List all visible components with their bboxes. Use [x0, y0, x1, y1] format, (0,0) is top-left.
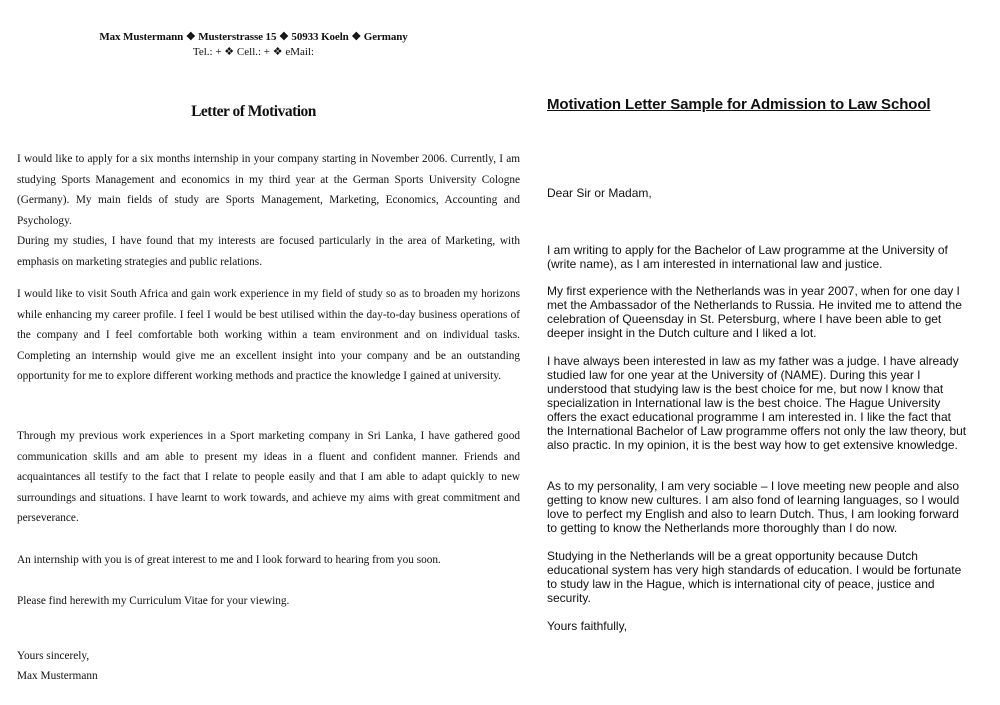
left-paragraph-1 — [17, 149, 520, 273]
right-paragraph-5: Studying in the Netherlands will be a great opportunity because Dutch educational system has very high standards of education. I would be fortunate to study law in the Hague, which is international city of peace, justice and security. — [547, 549, 962, 605]
right-closing: Yours faithfully, — [547, 619, 628, 633]
right-letter-title: Motivation Letter Sample for Admission to Law School — [547, 96, 931, 113]
right-paragraph-3: I have always been interested in law as my father was a judge. I have already studied law for one year at the University of (NAME). During this year I understood that studying law is the best choice for me, but now I know that specialization in International law is the best choice. The Hague University offers the exact educational programme I am interested in. I like the fact that the International Bachelor of Law programme offers not only the law theory, but also practic. In my opinion, it is the best way how to get extensive knowledge. — [547, 354, 967, 452]
left-paragraph-2: I would like to visit South Africa and gain work experience in my field of study so as to broaden my horizons while enhancing my career profile. I feel I would be best utilised within the day-to-day business operations of the company and I feel comfortable both working within a team environment and on individual tasks. Completing an internship would give me an excellent insight into your company and be an outstanding opportunity for me to explore different working methods and practice the knowledge I gained at university. — [17, 288, 520, 383]
left-paragraph-1b: During my studies, I have found that my interests are focused particularly in the area of Marketing, with emphasis on marketing strategies and public relations. — [17, 235, 520, 268]
left-closing: Yours sincerely, — [17, 650, 90, 662]
sender-contact: Tel.: + ❖ Cell.: + ❖ eMail: — [192, 46, 315, 58]
left-paragraph-4: An internship with you is of great interest to me and I look forward to hearing from you soon. — [17, 554, 441, 566]
left-paragraph-3: Through my previous work experiences in a Sport marketing company in Sri Lanka, I have gathered good communication skills and am able to present my ideas in a fluent and confident manner. Friends and acquaintances all testify to the fact that I relate to people easily and that I am able to adapt quickly to new surroundings and situations. I have learnt to work towards, and achieve my aims with great commitment and perseverance. — [17, 430, 520, 525]
left-letter-title: Letter of Motivation — [191, 103, 316, 120]
left-closing-block — [17, 646, 520, 686]
right-paragraph-1: I am writing to apply for the Bachelor of Law programme at the University of (write name), as I am interested in international law and justice. — [547, 243, 948, 271]
left-paragraph-1a: I would like to apply for a six months internship in your company starting in November 2006. Currently, I am studying Sports Management and economics in my third year at the German Sports University Cologne (Germany). My main fields of study are Sports Management, Marketing, Economics, Accounting and Psychology. — [17, 153, 520, 227]
right-paragraph-2: My first experience with the Netherlands was in year 2007, when for one day I met the Ambassador of the Netherlands to Russia. He invited me to attend the celebration of Queensday in St. Petersburg, where I have been able to get deeper insight in the Dutch culture and I liked a lot. — [547, 284, 962, 340]
left-signature: Max Mustermann — [17, 670, 98, 682]
right-paragraph-4: As to my personality, I am very sociable – I love meeting new people and also getting to know new cultures. I am also fond of learning languages, so I would love to perfect my English and also to learn Dutch. Thus, I am looking forward to getting to know the Netherlands more thoroughly than I do now. — [547, 479, 960, 535]
sender-address: Max Mustermann ❖ Musterstrasse 15 ❖ 50933 Koeln ❖ Germany — [99, 31, 408, 43]
right-salutation: Dear Sir or Madam, — [547, 186, 652, 200]
left-paragraph-5: Please find herewith my Curriculum Vitae for your viewing. — [17, 595, 290, 607]
